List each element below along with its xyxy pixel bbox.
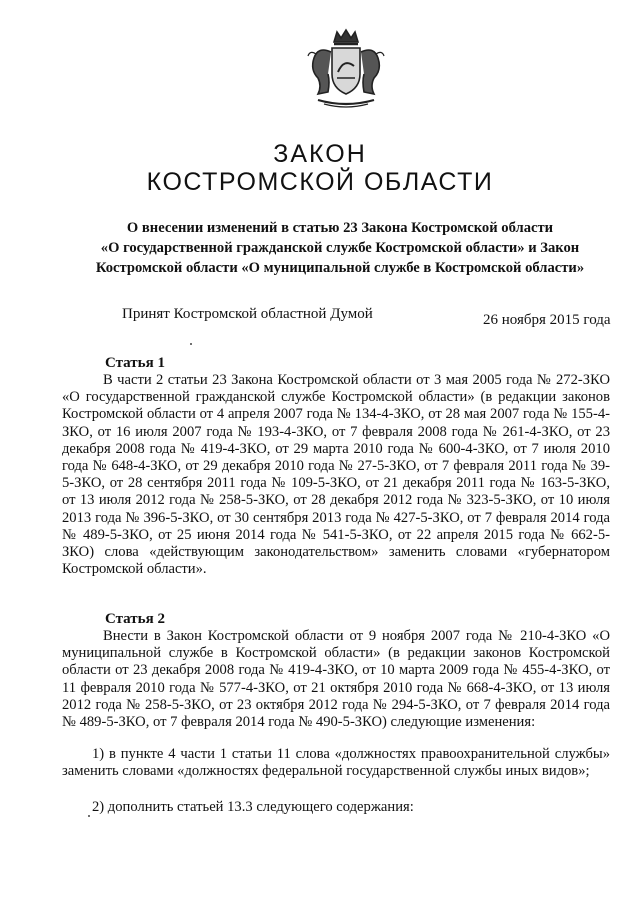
subtitle-line: «О государственной гражданской службе Костромской области» и Закон	[100, 240, 580, 256]
scan-speck	[190, 343, 192, 345]
article-2-text: Внести в Закон Костромской области от 9 ноября 2007 года № 210-4-ЗКО «О муниципальной службе в Костромской области» (в редакции законов Костромской области от 23 декабря 2008 года № 419-4-ЗКО, от 10 марта 2009 года № 455-4-ЗКО, от 11 февраля 2010 года № 577-4-ЗКО, от 21 октября 2010 года № 668-4-ЗКО, от 13 июля 2012 года № 258-5-ЗКО, от 23 октября 2012 года № 294-5-ЗКО, от 7 февраля 2014 года № 489-5-ЗКО, от 7 февраля 2014 года № 490-5-ЗКО) следующие изменения:	[62, 628, 610, 731]
subtitle-line: Костромской области «О муниципальной службе в Костромской области»	[95, 260, 585, 276]
article-2-title: Статья 2	[105, 611, 165, 627]
law-title: ЗАКОН	[273, 140, 367, 168]
coat-of-arms-icon	[304, 28, 388, 110]
adopted-by: Принят Костромской областной Думой	[122, 306, 373, 322]
article-1-text: В части 2 статьи 23 Закона Костромской области от 3 мая 2005 года № 272-ЗКО «О государственной гражданской службе Костромской области» (в редакции законов Костромской области от 4 апреля 2007 года № 134-4-ЗКО, от 28 мая 2007 года № 155-4-ЗКО, от 16 июля 2007 года № 193-4-ЗКО, от 7 февраля 2008 года № 261-4-ЗКО, от 23 декабря 2008 года № 419-4-ЗКО, от 29 марта 2010 года № 600-4-ЗКО, от 7 июля 2010 года № 648-4-ЗКО, от 29 декабря 2010 года № 27-5-ЗКО, от 7 февраля 2011 года № 39-5-ЗКО, от 28 сентября 2011 года № 109-5-ЗКО, от 21 декабря 2011 года № 163-5-ЗКО, от 13 июля 2012 года № 258-5-ЗКО, от 28 декабря 2012 года № 323-5-ЗКО, от 10 июля 2013 года № 396-5-ЗКО, от 30 сентября 2013 года № 427-5-ЗКО, от 7 февраля 2014 года № 489-5-ЗКО, от 25 июня 2014 года № 541-5-ЗКО, от 22 апреля 2015 года № 662-5-ЗКО) слова «действующим законодательством» заменить словами «губернатором Костромской области».	[62, 372, 610, 578]
law-subtitle	[70, 218, 610, 278]
scan-speck	[88, 815, 90, 817]
region-title: КОСТРОМСКОЙ ОБЛАСТИ	[146, 168, 494, 196]
article-2-item-1: 1) в пункте 4 части 1 статьи 11 слова «должностях правоохранительной службы» заменить словами «должностях федеральной государственной службы иных видов»;	[62, 746, 610, 780]
adoption-date: 26 ноября 2015 года	[483, 312, 611, 328]
article-1-title: Статья 1	[105, 355, 165, 371]
subtitle-line: О внесении изменений в статью 23 Закона Костромской области	[126, 220, 554, 236]
article-2-item-2: 2) дополнить статьей 13.3 следующего содержания:	[92, 799, 414, 815]
